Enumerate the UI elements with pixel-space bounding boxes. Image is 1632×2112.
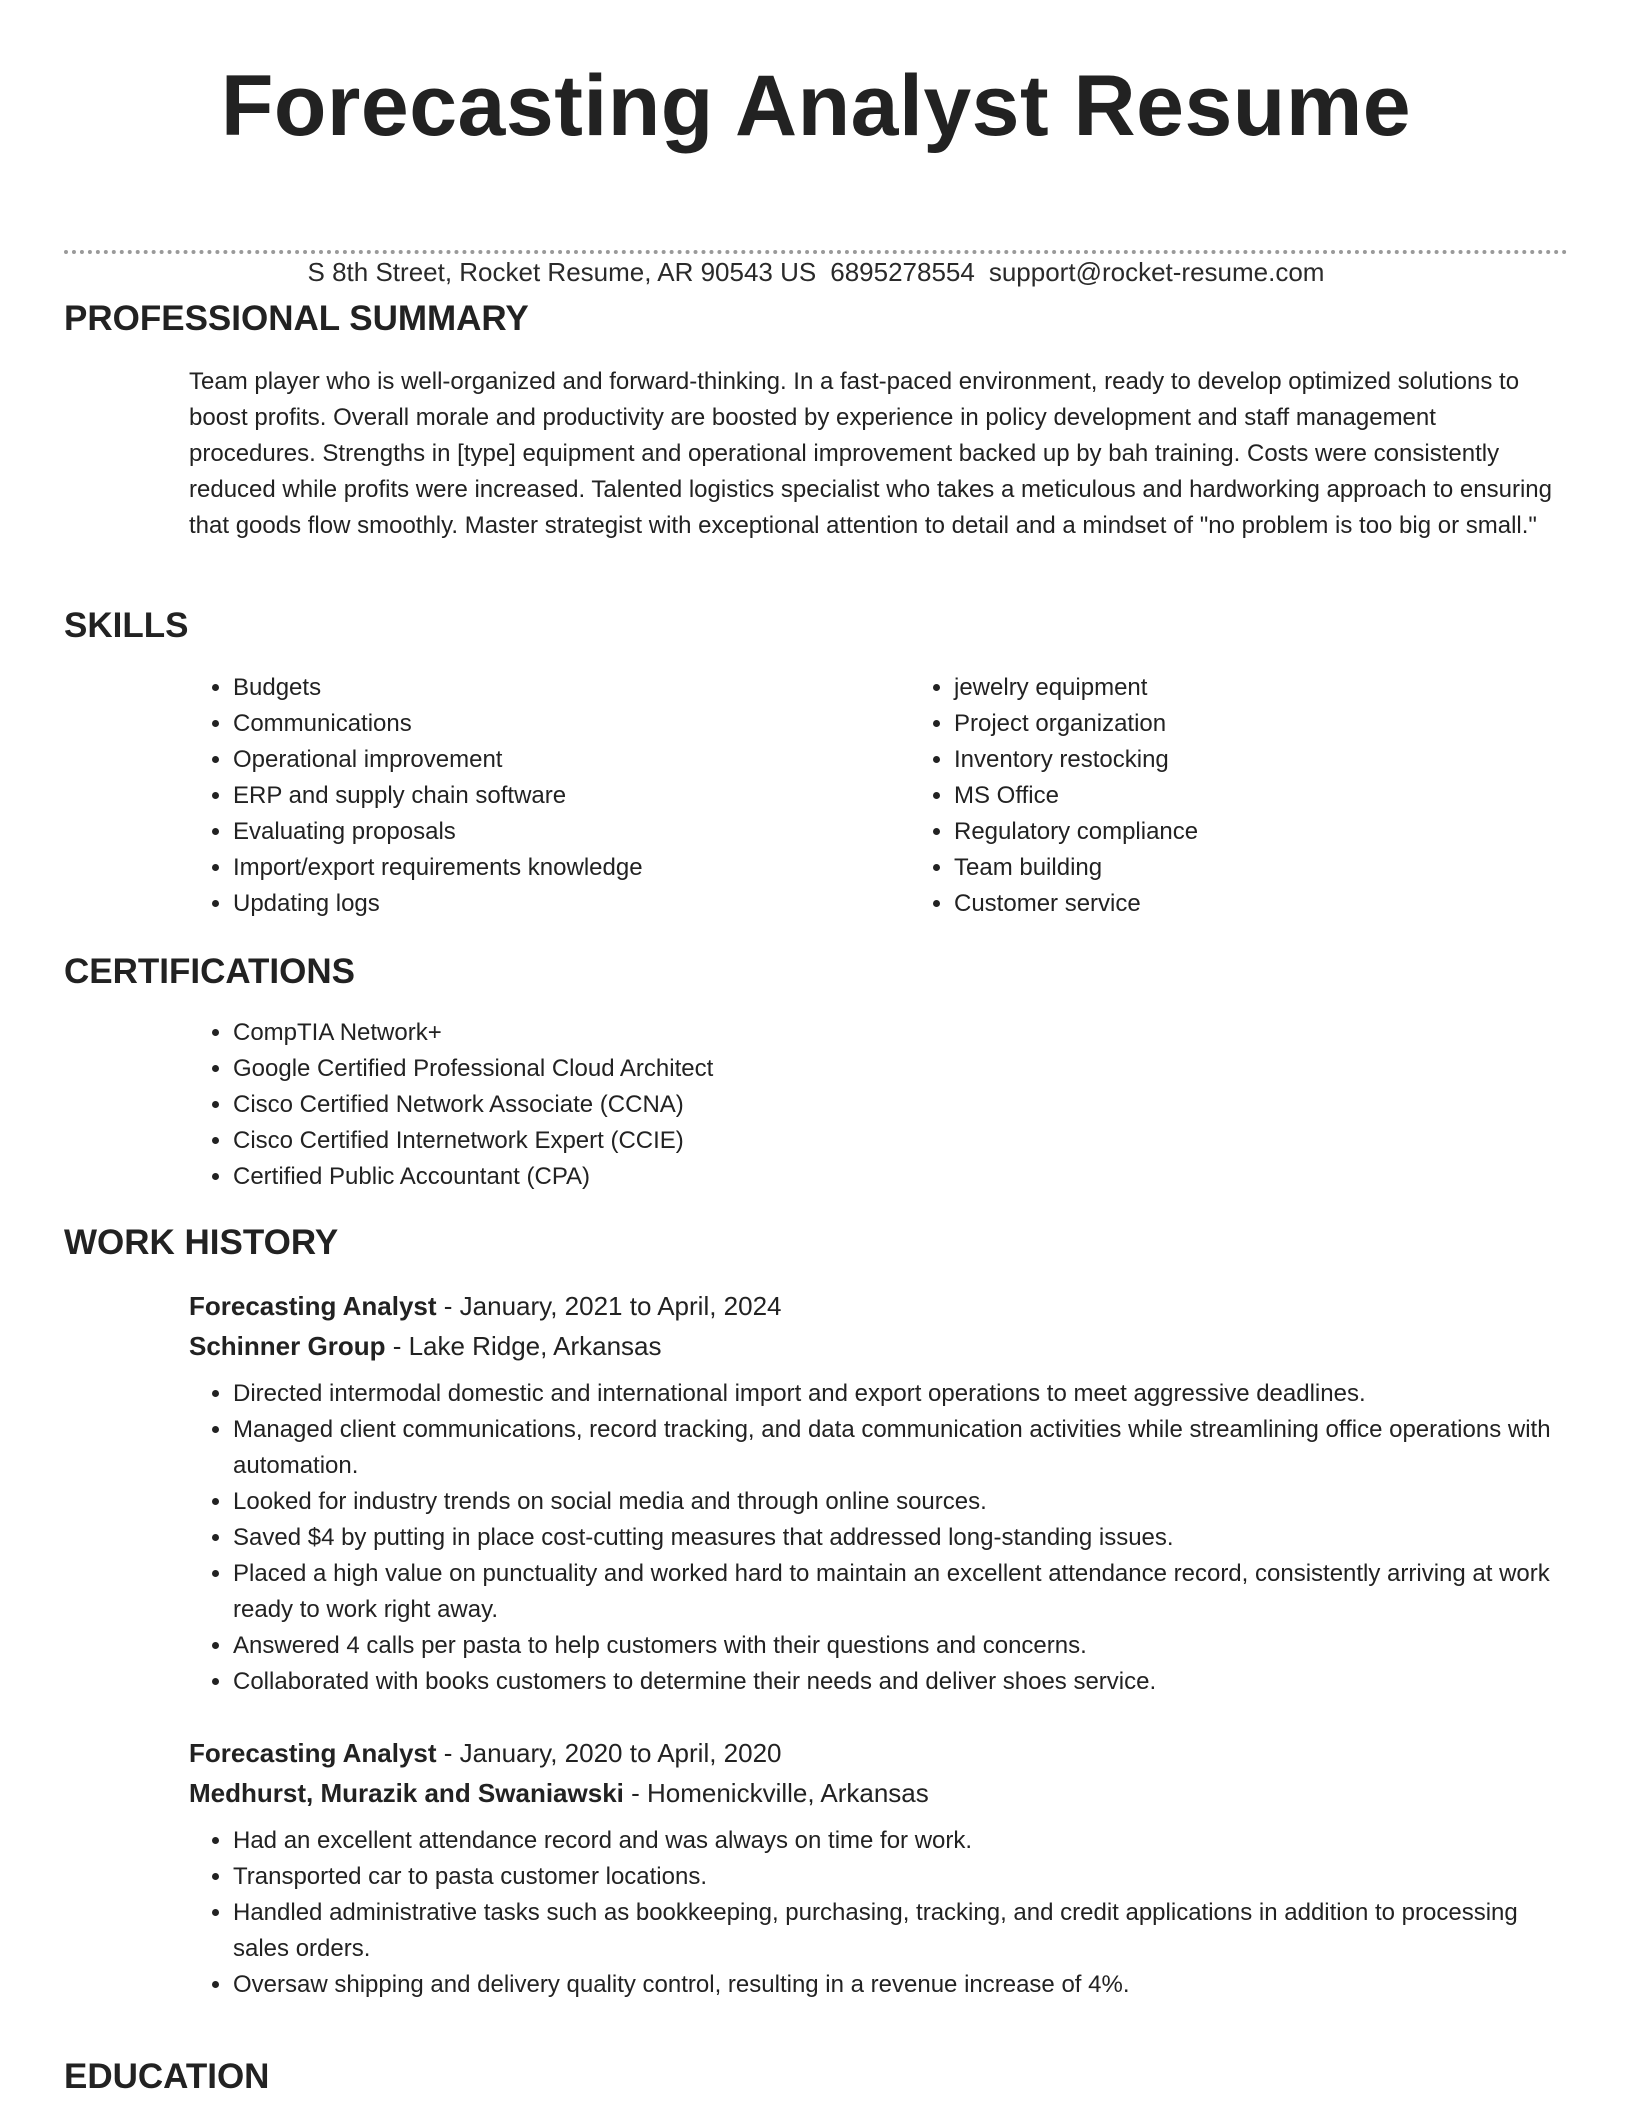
job-location: - Lake Ridge, Arkansas — [385, 1331, 662, 1361]
job-bullet: • Collaborated with books customers to determine their needs and deliver shoes service. — [233, 1664, 1568, 1700]
section-title-summary: PROFESSIONAL SUMMARY — [64, 299, 529, 338]
job-bullet: • Transported car to pasta customer locations. — [233, 1859, 1568, 1895]
skill-item: • Communications — [233, 706, 910, 742]
job-entry — [189, 1286, 1568, 1700]
job-bullet: • Saved $4 by putting in place cost-cutting measures that addressed long-standing issues. — [233, 1520, 1568, 1556]
job-bullet: • Had an excellent attendance record and was always on time for work. — [233, 1823, 1568, 1859]
skills-column-left — [189, 670, 910, 922]
job-position: Forecasting Analyst — [189, 1291, 437, 1321]
job-position: Forecasting Analyst — [189, 1738, 437, 1768]
skill-item: • jewelry equipment — [954, 670, 1631, 706]
job-dates: - January, 2020 to April, 2020 — [436, 1738, 782, 1768]
skill-item: • MS Office — [954, 778, 1631, 814]
contact-address: S 8th Street, Rocket Resume, AR 90543 US — [307, 257, 817, 287]
job-bullet: • Handled administrative tasks such as bookkeeping, purchasing, tracking, and credit applications in addition to processing sales orders. — [233, 1895, 1568, 1967]
certification-item: • Cisco Certified Internetwork Expert (CCIE) — [233, 1123, 1568, 1159]
job-bullet: • Placed a high value on punctuality and worked hard to maintain an excellent attendance record, consistently arriving at work ready to work right away. — [233, 1556, 1568, 1628]
job-dates: - January, 2021 to April, 2024 — [436, 1291, 782, 1321]
contact-email: support@rocket-resume.com — [988, 257, 1325, 287]
skill-item: • Evaluating proposals — [233, 814, 910, 850]
certification-item: • Google Certified Professional Cloud Architect — [233, 1051, 1568, 1087]
job-position-line — [189, 1286, 1568, 1326]
certification-item: • Certified Public Accountant (CPA) — [233, 1159, 1568, 1195]
job-bullet: • Directed intermodal domestic and international import and export operations to meet aggressive deadlines. — [233, 1376, 1568, 1412]
certification-item: • CompTIA Network+ — [233, 1015, 1568, 1051]
job-bullets — [189, 1823, 1568, 2003]
job-bullet: • Answered 4 calls per pasta to help customers with their questions and concerns. — [233, 1628, 1568, 1664]
contact-line — [0, 256, 1632, 288]
job-bullet: • Managed client communications, record tracking, and data communication activities while streamlining office operations with automation. — [233, 1412, 1568, 1484]
job-bullet: • Oversaw shipping and delivery quality control, resulting in a revenue increase of 4%. — [233, 1967, 1568, 2003]
certifications-list — [189, 1015, 1568, 1195]
skills-column-right — [910, 670, 1631, 922]
summary-text: Team player who is well-organized and forward-thinking. In a fast-paced environment, ready to develop optimized solutions to boost profits. Overall morale and productivity are boosted by experience in policy development and staff management procedures. Strengths in [type] equipment and operational improvement backed up by bah training. Costs were consistently reduced while profits were increased. Talented logistics specialist who takes a meticulous and hardworking approach to ensuring that goods flow smoothly. Master strategist with exceptional attention to detail and a mindset of "no problem is too big or small." — [189, 368, 1552, 539]
skill-item: • ERP and supply chain software — [233, 778, 910, 814]
skill-item: • Customer service — [954, 886, 1631, 922]
section-title-skills: SKILLS — [64, 606, 189, 645]
skill-item: • Team building — [954, 850, 1631, 886]
section-title-certifications: CERTIFICATIONS — [64, 952, 356, 991]
section-title-education: EDUCATION — [64, 2057, 270, 2096]
skill-item: • Import/export requirements knowledge — [233, 850, 910, 886]
skill-item: • Budgets — [233, 670, 910, 706]
job-position-line — [189, 1733, 1568, 1773]
job-company-line — [189, 1326, 1568, 1366]
skill-item: • Operational improvement — [233, 742, 910, 778]
job-company: Schinner Group — [189, 1331, 386, 1361]
contact-phone: 6895278554 — [830, 257, 975, 287]
resume-name: Forecasting Analyst Resume — [220, 58, 1412, 154]
skill-item: • Regulatory compliance — [954, 814, 1631, 850]
certification-item: • Cisco Certified Network Associate (CCNA) — [233, 1087, 1568, 1123]
job-bullet: • Looked for industry trends on social media and through online sources. — [233, 1484, 1568, 1520]
job-entry — [189, 1733, 1568, 2003]
job-company: Medhurst, Murazik and Swaniawski — [189, 1778, 624, 1808]
section-title-work-history: WORK HISTORY — [64, 1223, 339, 1262]
header-divider — [64, 250, 1568, 254]
skill-item: • Project organization — [954, 706, 1631, 742]
job-location: - Homenickville, Arkansas — [623, 1778, 929, 1808]
skills-list — [189, 670, 1568, 922]
skill-item: • Inventory restocking — [954, 742, 1631, 778]
job-bullets — [189, 1376, 1568, 1700]
job-company-line — [189, 1773, 1568, 1813]
skill-item: • Updating logs — [233, 886, 910, 922]
